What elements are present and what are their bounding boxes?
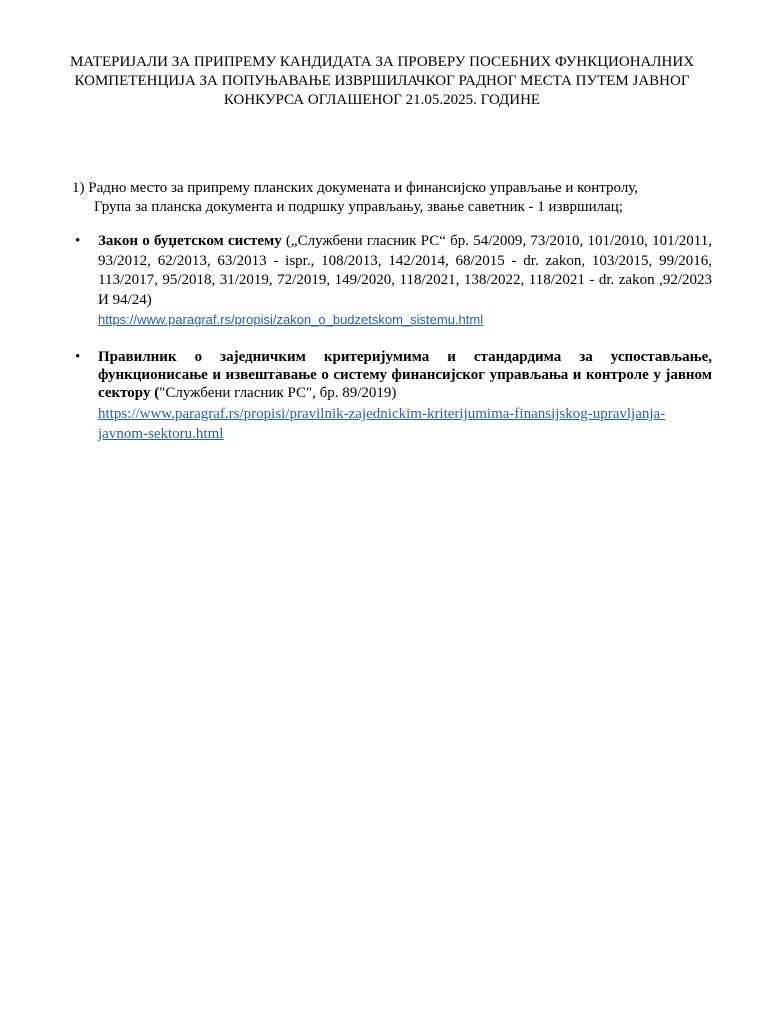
rulebook-link[interactable]: https://www.paragraf.rs/propisi/pravilnik-zajednickim-kriterijumima-finansijskog-upravljanja-javnom-sektoru.html xyxy=(98,406,666,442)
heading-line-1: МАТЕРИЈАЛИ ЗА ПРИПРЕМУ КАНДИДАТА ЗА ПРОВЕРУ ПОСЕБНИХ ФУНКЦИОНАЛНИХ xyxy=(69,54,695,70)
heading-line-3: КОНКУРСА ОГЛАШЕНОГ 21.05.2025. ГОДИНЕ xyxy=(223,92,541,108)
list-item-body xyxy=(98,232,712,330)
law-title: Закон о буџетском систему xyxy=(98,233,282,249)
law-link[interactable]: https://www.paragraf.rs/propisi/zakon_o_budzetskom_sistemu.html xyxy=(98,312,484,327)
position-description xyxy=(72,179,732,217)
list-item-body xyxy=(98,348,712,444)
document-heading xyxy=(40,53,724,110)
list-item-budget-law xyxy=(72,232,712,330)
rulebook-title: Правилник о заједничким критеријумима и стандардима за успостављање, функционисање и извештавање о систему финансијског управљања и контроле у јавном сектору ( xyxy=(98,349,712,401)
position-group: Група за планска документа и подршку управљању, звање саветник - 1 извршилац; xyxy=(94,199,623,215)
heading-line-2: КОМПЕТЕНЦИЈА ЗА ПОПУЊАВАЊЕ ИЗВРШИЛАЧКОГ РАДНОГ МЕСТА ПУТЕМ ЈАВНОГ xyxy=(74,73,690,89)
bullet-icon: • xyxy=(75,233,81,249)
bullet-icon: • xyxy=(75,349,81,365)
rulebook-details: "Службени гласник РС", бр. 89/2019) xyxy=(159,385,397,401)
position-title: 1) Радно место за припрему планских докумената и финансијско управљање и контролу, xyxy=(72,180,638,196)
list-item-rulebook xyxy=(72,348,712,444)
law-details: („Службени гласник РС“ бр. 54/2009, 73/2010, 101/2010, 101/2011, 93/2012, 62/2013, 63/2013 - ispr., 108/2013, 142/2014, 68/2015 - dr. zakon, 103/2015, 99/2016, 113/2017, 95/2018, 31/2019, 72/2019, 149/2020, 118/2021, 138/2022, 118/2021 - dr. zakon ,92/2023 И 94/24) xyxy=(98,233,712,308)
